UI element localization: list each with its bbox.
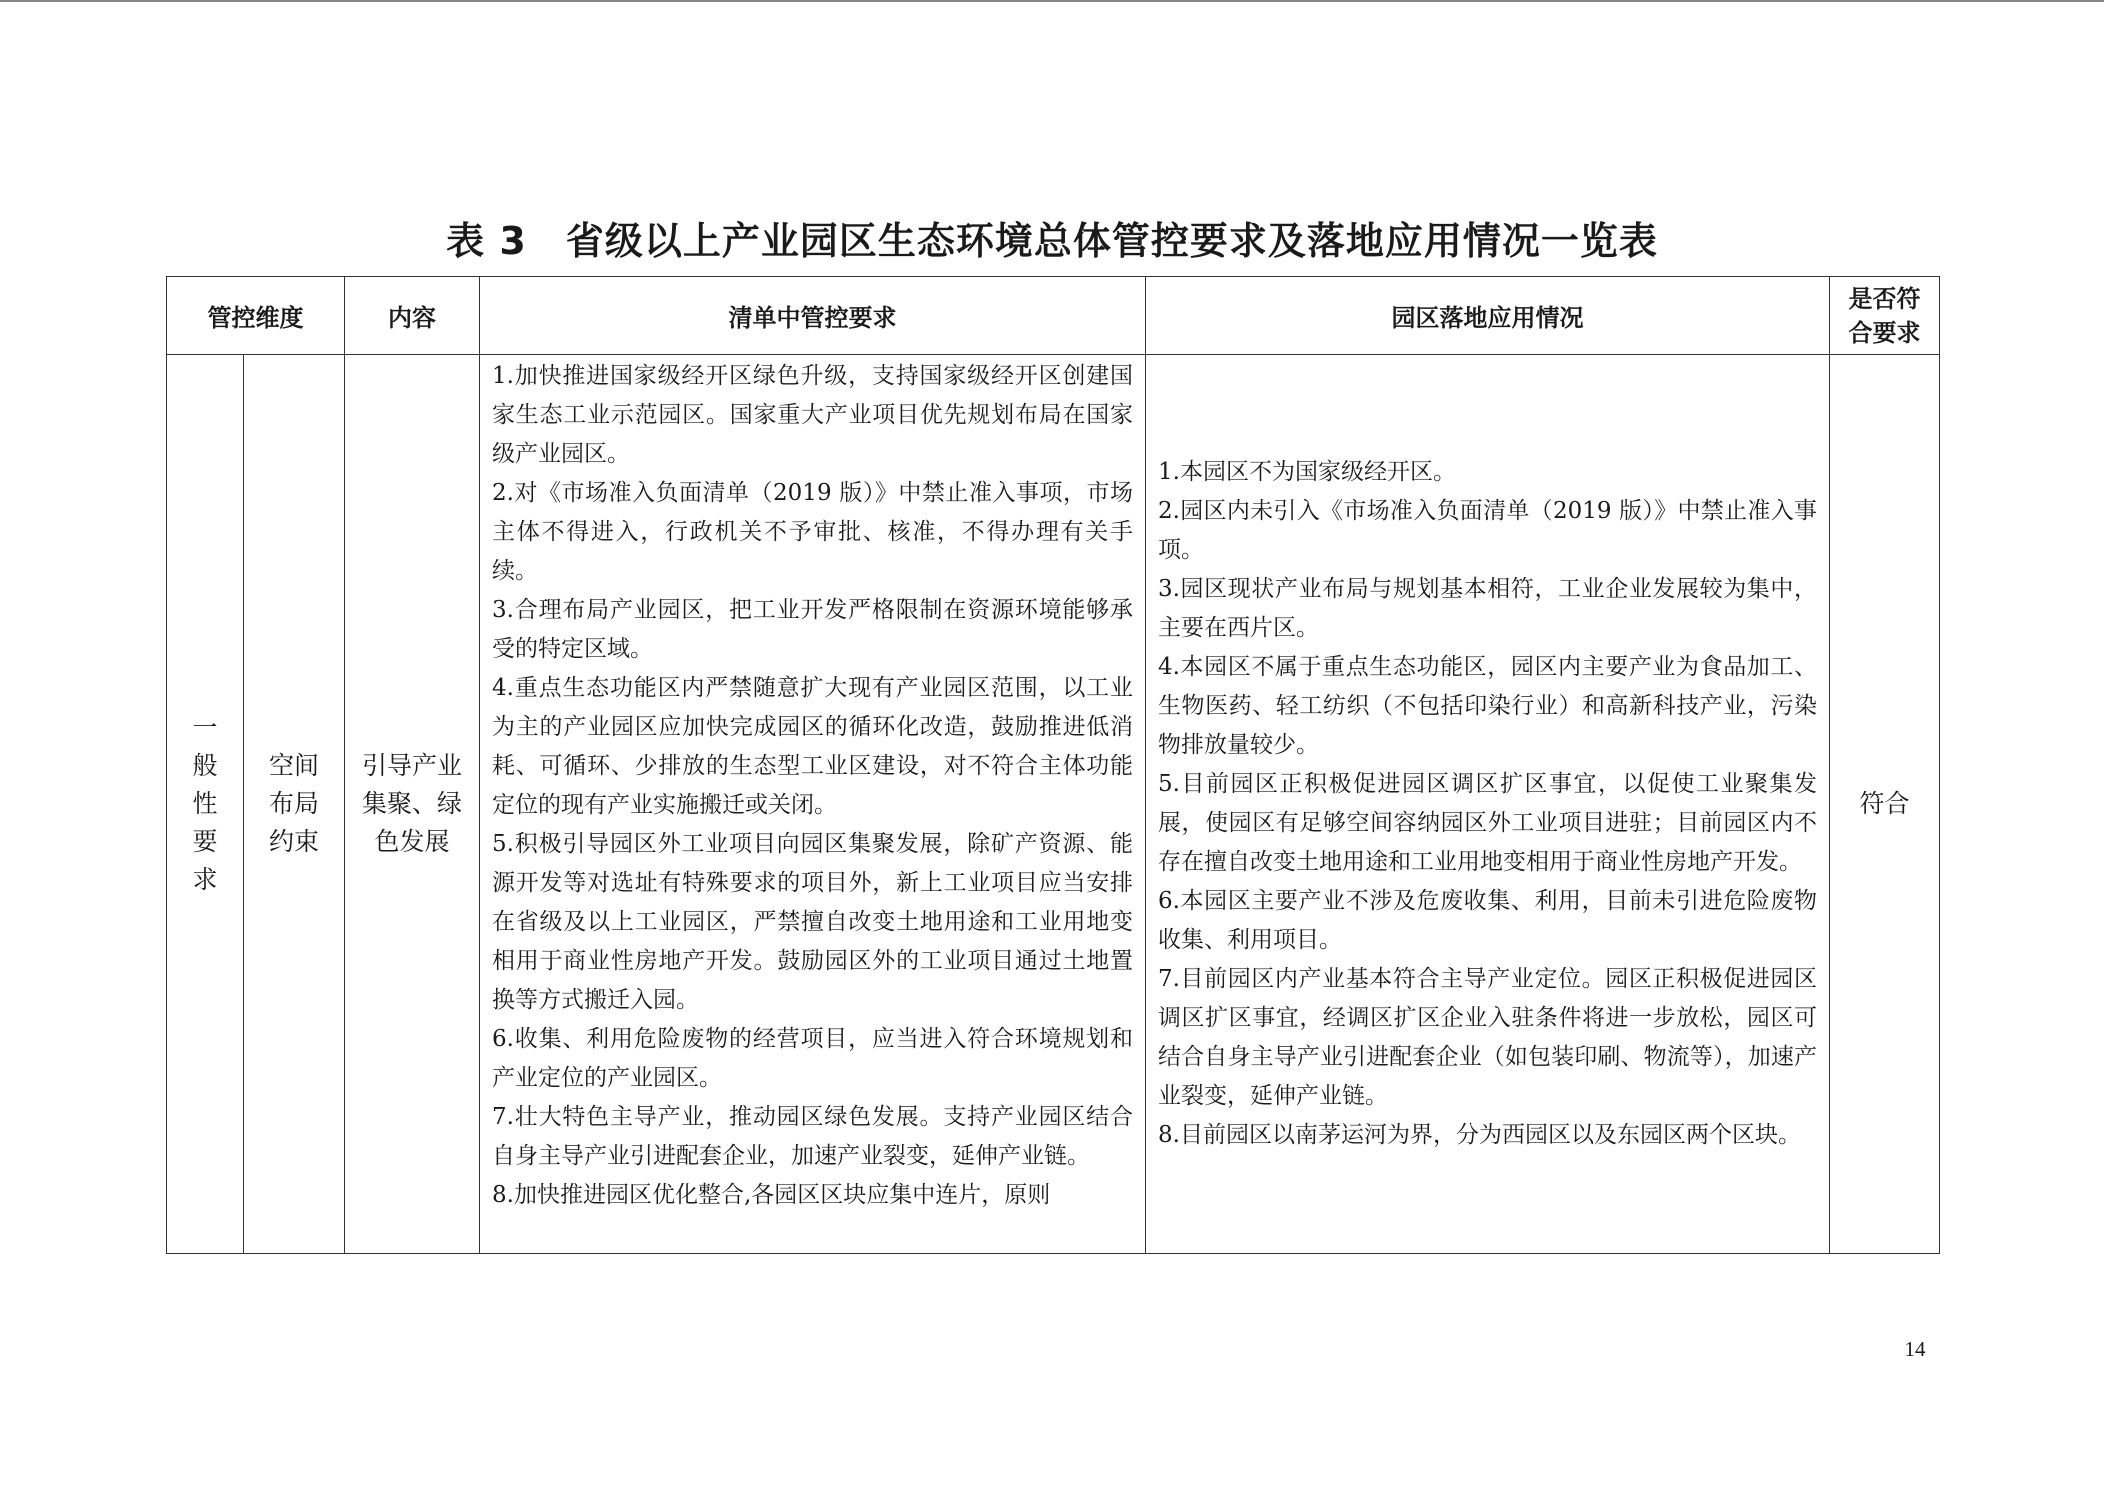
requirements-table [166,276,1940,1254]
content-text: 引导产业集聚、绿色发展 [361,751,462,856]
requirement-item: 4.重点生态功能区内严禁随意扩大现有产业园区范围，以工业为主的产业园区应加快完成园区的循环化改造，鼓励推进低消耗、可循环、少排放的生态型工业区建设，对不符合主体功能定位的现有产业实施搬迁或关闭。 [492,675,1133,818]
table-row [167,355,1940,1254]
dimension-level2-text: 空间布局约束 [268,751,319,856]
application-item: 3.园区现状产业布局与规划基本相符，工业企业发展较为集中，主要在西片区。 [1158,576,1817,641]
application-item: 6.本园区主要产业不涉及危废收集、利用，目前未引进危险废物收集、利用项目。 [1158,888,1817,953]
requirement-item: 2.对《市场准入负面清单（2019 版）》中禁止准入事项，市场主体不得进入，行政机关不予审批、核准，不得办理有关手续。 [492,480,1133,584]
requirement-item: 3.合理布局产业园区，把工业开发严格限制在资源环境能够承受的特定区域。 [492,597,1133,662]
application-item: 2.园区内未引入《市场准入负面清单（2019 版）》中禁止准入事项。 [1158,498,1817,563]
application-item: 4.本园区不属于重点生态功能区，园区内主要产业为食品加工、生物医药、轻工纺织（不包括印染行业）和高新科技产业，污染物排放量较少。 [1158,654,1817,758]
cell-dimension-level2 [244,355,345,1254]
header-content: 内容 [345,277,480,355]
dimension-level1-text: 一般性要求 [192,713,218,894]
requirement-item: 1.加快推进国家级经开区绿色升级，支持国家级经开区创建国家生态工业示范园区。国家重大产业项目优先规划布局在国家级产业园区。 [492,363,1133,467]
page-top-border [0,0,2104,2]
header-compliance-label: 是否符合要求 [1848,284,1921,347]
cell-content [345,355,480,1254]
header-requirements: 清单中管控要求 [480,277,1146,355]
cell-dimension-level1 [167,355,244,1254]
cell-requirements [480,355,1146,1254]
requirement-item: 6.收集、利用危险废物的经营项目，应当进入符合环境规划和产业定位的产业园区。 [492,1026,1133,1091]
header-dimension: 管控维度 [167,277,345,355]
header-compliance [1830,277,1940,355]
header-application: 园区落地应用情况 [1146,277,1830,355]
page-number: 14 [1904,1337,1926,1361]
requirement-item: 5.积极引导园区外工业项目向园区集聚发展，除矿产资源、能源开发等对选址有特殊要求的项目外，新上工业项目应当安排在省级及以上工业园区，严禁擅自改变土地用途和工业用地变相用于商业性房地产开发。鼓励园区外的工业项目通过土地置换等方式搬迁入园。 [492,831,1133,1013]
cell-application [1146,355,1830,1254]
application-item: 7.目前园区内产业基本符合主导产业定位。园区正积极促进园区调区扩区事宜，经调区扩区企业入驻条件将进一步放松，园区可结合自身主导产业引进配套企业（如包装印刷、物流等），加速产业裂变，延伸产业链。 [1158,966,1817,1109]
requirement-item: 8.加快推进园区优化整合,各园区区块应集中连片，原则 [492,1182,1051,1208]
cell-compliance: 符合 [1830,355,1940,1254]
requirement-item: 7.壮大特色主导产业，推动园区绿色发展。支持产业园区结合自身主导产业引进配套企业，加速产业裂变，延伸产业链。 [492,1104,1133,1169]
table-title: 表 3 省级以上产业园区生态环境总体管控要求及落地应用情况一览表 [446,219,1658,263]
application-item: 8.目前园区以南茅运河为界，分为西园区以及东园区两个区块。 [1158,1122,1801,1148]
application-item: 1.本园区不为国家级经开区。 [1158,459,1456,485]
table-header-row [167,277,1940,355]
application-item: 5.目前园区正积极促进园区调区扩区事宜，以促使工业聚集发展，使园区有足够空间容纳园区外工业项目进驻；目前园区内不存在擅自改变土地用途和工业用地变相用于商业性房地产开发。 [1158,771,1817,875]
